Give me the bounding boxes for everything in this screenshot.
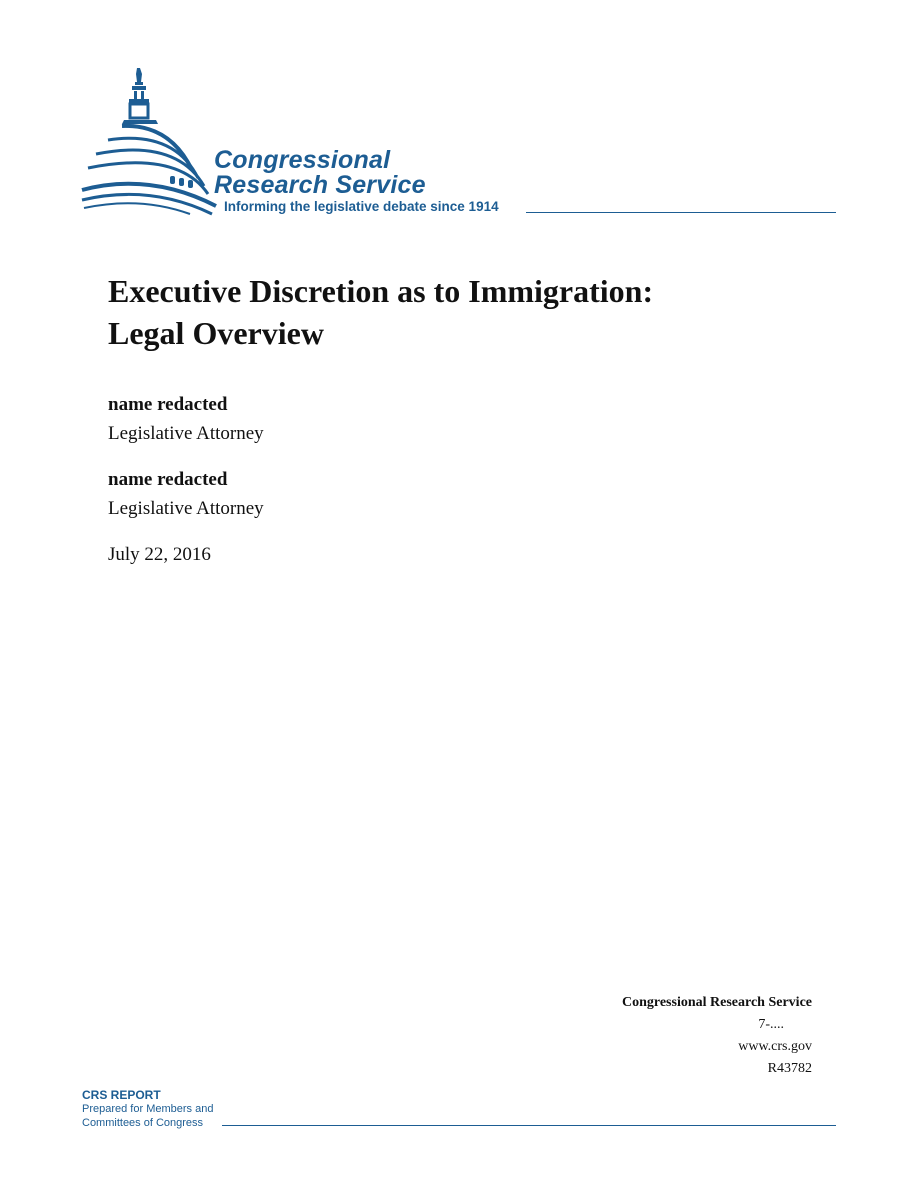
author-2-name: name redacted (108, 469, 228, 490)
author-1-name: name redacted (108, 394, 228, 415)
title-line-1: Executive Discretion as to Immigration: (108, 273, 654, 309)
publisher-block (622, 992, 812, 1080)
logo-wordmark-line1: Congressional (214, 146, 391, 174)
tagline: Informing the legislative debate since 1914 (224, 199, 499, 214)
tagline-rule (526, 212, 836, 213)
capitol-dome-icon (80, 66, 220, 216)
author-2-role: Legislative Attorney (108, 498, 264, 519)
publisher-phone: 7-.... (758, 1017, 784, 1032)
footer-rule (222, 1125, 836, 1126)
logo-wordmark-line2: Research Service (214, 171, 426, 199)
publisher-org: Congressional Research Service (621, 995, 812, 1010)
publisher-url: www.crs.gov (738, 1039, 812, 1054)
author-1-role: Legislative Attorney (108, 423, 264, 444)
report-date: July 22, 2016 (108, 544, 211, 565)
report-number: R43782 (767, 1061, 812, 1076)
footer-line-2: Committees of Congress (82, 1117, 204, 1129)
crs-logo (80, 66, 840, 226)
footer-line-1: Prepared for Members and (82, 1103, 214, 1115)
report-title (108, 270, 828, 354)
footer (82, 1088, 213, 1130)
footer-label: CRS REPORT (82, 1088, 161, 1102)
title-line-2: Legal Overview (108, 315, 324, 351)
